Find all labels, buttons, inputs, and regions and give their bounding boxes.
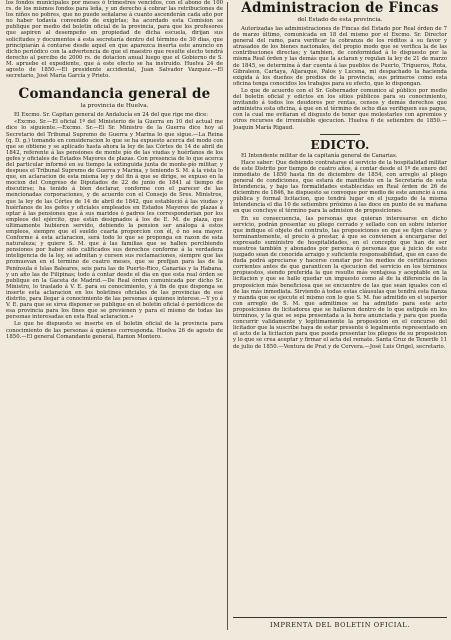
right-column	[233, 0, 447, 640]
edicto-paragraph: Hace saber: Que debiendo contratarse el servicio de la hospitalidad militar de este Distrito por tiempo de cuatro años, á contar desde el 1º de enero del inmediato de 1850 hasta fin de diciembre de 1854, con arreglo al pliego general de condiciones, que estará de manifiesto en la Secretaría de esta Intendencia, y bajo las formalidades establecidas en Real órden de 26 de diciembre de 1846, he dispuesto se convoque por medio de este anuncio á una pública y formal licitacion, que tendrá lugar en el juzgado de la misma Intendencia el dia 10 de setiembre próximo á las doce en punto de su mañana en que concluye el término para la admision de proposiciones.	[233, 159, 447, 215]
left-column	[6, 0, 223, 640]
municipal-notice-paragraph: los fondos municipales por meses ó trimestres vencidos, con el abono de 100 rs. de los mismos fondos para leña, y un derecho á cobrar las retribuciones de los niños no pobres, que no puede señalarse á cuanto ascenderán cada año por no haber todavía convenido de exigirlas; ha acordado esta Comision se publique por medio del boletin oficial de la provincia, para que los profesores que aspiren al desempeño en propiedad de dicha escuela, dirijan sus solicitudes y documentos á esta secretaría dentro del término de 30 dias, que principiarán á contarse desde aquel en que aparezca inserta este anuncio en dicho periódico con la advertencia de que el maestro que resulte electo tendrá derecho al percibo de 2000 rs. de dotacion anual luego que el Gobierno de S. M. apruebe el expediente, que á este efecto se ha instruido. Huelva 24 de agosto de 1850.—El presidente accidental, Juan Salvador Vazquez.—El secretario, José María García y Prieto.	[6, 0, 223, 80]
edicto-paragraph: En su consecuencia, las personas que quieran interesarse en dicho servicio, podrán presentar su pliego cerrado y sellado con un sobre interior que indique el objeto del contrato, las proposiciones en que se fijen claras y terminantemente, el precio á prestar, á que se convienen á encargarse del expresado suministro de hospitalidades, en el concepto que han de ser nuestros también y abonados por persona ó personas que á juicio de este juzgado sean de conocida arraigo y suficiente responsabilidad, que en caso de duda podrá apreciarse y hacerse constar por los medios de certificaciones corrientes antes de que garanticen la ejecucion del servicio en los términos propuestos, siendo preferida la que resulte más ventajosa y aceptable en la licitacion y que se halle quedar un impuesto como al de la diferencia de la proposicion más beneficiosa que se encuentre de las que sean iguales con el de las más inmediata. Sirviendo á todas estas cláusulas que tendrá esta fianza y manda que se ejecute el mismo con lo que S. M. fue admitido en el superior con arreglo de S. M. que admitimos se ha admitido para este acto proposiciones de licitadores que se hallaren dentro de lo que estipule en los términos, y la que se sepa presentada a la hora anunciada y para que pueda concurrir validamente y legítimamente la proposicion en el concurso del licitador que la suscribe haya de estar presente ó legalmente representado en el acto de la licitacion para que pueda presentar los pliegos de su proposicion y lo que se crea aceptar y firmar el acta del remate. Santa Cruz de Tenerife 11 de julio de 1850.—Ventura de Prat y de Cervera.—José Luis Origel, secretario.	[233, 215, 447, 350]
comandancia-heading: Comandancia general de	[18, 86, 211, 103]
administracion-heading: Administracion de Fincas	[241, 0, 439, 16]
comandancia-paragraph: El Excmo. Sr. Capitan general de Andalucía en 24 del que rige me dice:	[14, 112, 209, 119]
administracion-subheading: del Estado de esta provincia.	[297, 17, 383, 23]
section-separator	[320, 134, 360, 135]
edicto-heading: EDICTO.	[310, 137, 370, 152]
administracion-paragraph: Autorizadas las administraciones de Fincas del Estado por Real órden de 7 de marzo último, comunicada en 18 del mismo por el Excmo. Sr. Director general del ramo, para verificar la cobranza de los réditos á su favor y atrasados de los bienes nacionales, del propio modo que se verifica la de las contribuciones directas; y tambien, de conformidad á lo dispuesto por la misma Real órden y las demás que la aclaran y regulan la ley de 21 de marzo de 1845, se determina á dar cuenta á las pueblos de Puerto, Trigueros, Rota, Gibraleon, Cartaya, Aljaraque, Palos y Lucena, mi despachado la hacienda exigida á los dueños de predios de la provincia, sus primeros como esta oficina tenga conocidos los trabajos para su efecto, que lo dispongan.	[233, 26, 447, 87]
comandancia-paragraph: Lo que he dispuesto se inserte en el boletin oficial de la provincia para conocimiento de las personas á quienes corresponda. Huelva 26 de agosto de 1850.—El general Comandante general, Ramon Montero.	[6, 321, 223, 340]
comandancia-paragraph: «Excmo. Sr.—El oficial 1º del Ministerio de la Guerra en 10 del actual me dice lo siguiente.—Excmo. Sr.—El Sr. Ministro de la Guerra dice hoy al Secretario del Tribunal Supremo de Guerra y Marina lo que sigue.—La Reina (q. D. g.) tomando en consideracion lo que se ha expuesto acerca del modo con que se obtiene y se aplicado hasta ahora la ley de las Córtes de 14 de abril de 1842, referente á las pensiones de monte pío de las viudas y huérfanos de los gefes y oficiales de Estados Mayores de plazas. Con presencia de lo que acerca del particular informó en su tiempo la extinguida junta de monte-pío militar, y despues el Tribunal Supremo de Guerra y Marina, y teniendo S. M. á la vista lo que, en aclaracion de esta misma ley y del fin á que se dirige, se expuso en la mocion del Congreso de Diputados de 22 de junio de 1841 al tiempo de discutirse; ha tenido á bien declarar, conforme con el parecer de las mencionadas corporaciones, y de acuerdo con el Consejo de Sres. Ministros, que la ley de las Córtes de 14 de abril de 1842, que estableció á las viudas y huérfanos de los gefes y oficiales empleados en Estados Mayores de plazas á optar á las pensiones que á sus maridos ó padres les corresponderian por los empleos del ejército, que están designados á los de E. M. de plaza, que ultimamente hubieren servido, debiendo la pension ser análoga á estos empleos, siempre que el sueldo cuarta proporcion con él, ó no sea mayor. Conforme á esta aclaracion, será todo lo que se proponga en razon de esta naturaleza; y quiere S. M. que á las familias que se hallen percibiendo pensiones por haber sido calificados sus derechos conforme á la verdadera inteligencia de la ley, se admitan y cursen sus reclamaciones, siempre que las promuevan en el término de cuatro meses, que se prefijan para las de la Península é Islas Baleares, seis para las de Puerto-Rico, Canarias y la Habana, y un año las de Filipinas; todo á contar desde el dia en que esta real órden se publique en la Gaceta de Madrid.—De Real órden comunicada por dicho Sr. Ministro, lo traslado á V. E. para su conocimiento, y á fin de que disponga se inserte esta aclaracion en los boletines oficiales de las provincias de ese distrito, para llegar á conocimiento de las personas á quienes interese.—Y yo á V. E. para que se sirva disponer se publique en el boletin oficial ó periódicos de esa provincia para los fines que se previenen y para el mismo de todas las personas interesadas en esta Real aclaracion.»	[6, 119, 223, 321]
column-divider	[227, 2, 228, 630]
imprenta-footer: IMPRENTA DEL BOLETIN OFICIAL.	[233, 617, 447, 629]
edicto-paragraph: El Intendente militar de la capitanía general de Canarias.	[241, 152, 398, 159]
administracion-paragraph: Lo que de acuerdo con el Sr. Gobernador comunico al público por medio del boletin oficial y edictos en los sitios públicos para su conocimiento, invitando á todos los deudores por rentas, censos y demás derechos que administra esta oficina, á que en el término de ocho días verifiquen sus pagos, con la cual me evitaran el disgusto de tener que molestarles con apremios y otros recursos de irremisible ejecucion. Huelva 6 de setiembre de 1850.—Joaquin María Rigaud.	[233, 87, 447, 131]
comandancia-subheading: la provincia de Huelva.	[80, 103, 149, 110]
